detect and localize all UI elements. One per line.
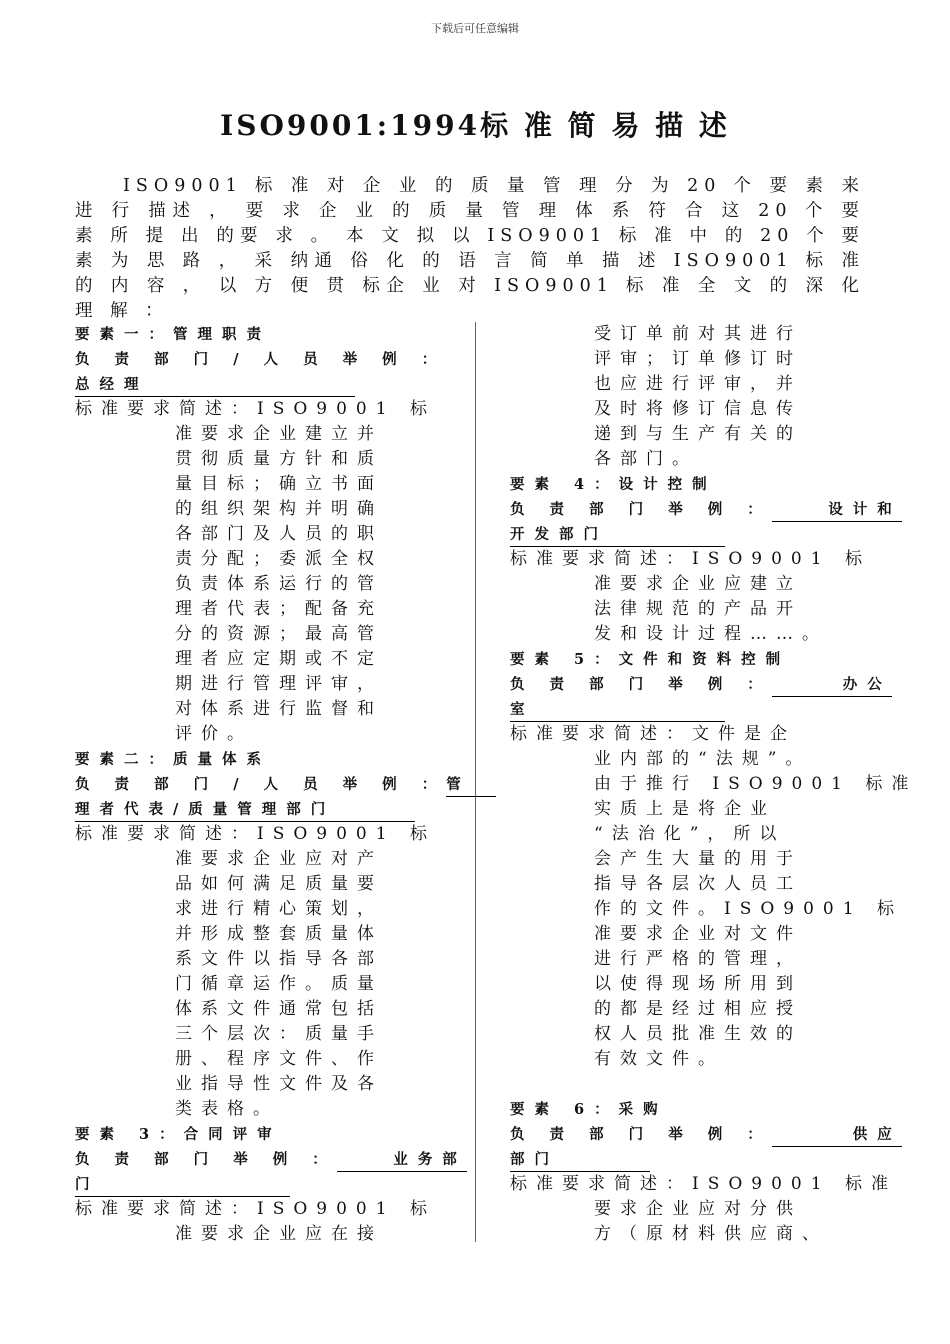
- req-line: 作的文件。ISO9001 标: [594, 899, 903, 919]
- req-line: 业指导性文件及各: [175, 1074, 383, 1094]
- element-6-dept-value-b: 部门: [510, 1149, 650, 1172]
- req-line: 要求企业应对分供: [594, 1199, 802, 1219]
- req-line: 贯彻质量方针和质: [175, 449, 383, 469]
- intro-line: 要 求 。 本 文 拟 以 ISO9001 标 准 中 的 20 个 要 素 为 思 路 ， 采 纳: [75, 226, 865, 271]
- element-3-dept-value-a: 业务部: [337, 1149, 467, 1172]
- element-5-dept-value-a: 办公: [772, 674, 892, 697]
- element-5-dept-value-b: 室: [510, 699, 725, 722]
- element-1-dept-value: 总经理: [75, 374, 355, 397]
- element-6-title-name: 采购: [618, 1101, 668, 1118]
- element-5-req-head: 标准要求简述：文件是企: [510, 724, 796, 744]
- element-5-title-num: 要素 5：: [510, 651, 619, 668]
- req-line: 系文件以指导各部: [175, 949, 383, 969]
- intro-paragraph: [75, 174, 865, 324]
- req-line: 的都是经过相应授: [594, 999, 802, 1019]
- req-line: 准要求企业应建立: [594, 574, 802, 594]
- element-4-title-num: 要素 4：: [510, 476, 619, 493]
- element-2-req-head: 标准要求简述：ISO9001 标: [75, 824, 436, 844]
- req-line: 品如何满足质量要: [175, 874, 383, 894]
- req-line: 体系文件通常包括: [175, 999, 383, 1019]
- element-4-title-name: 设计控制: [618, 476, 717, 493]
- req-line: 由于推行 ISO9001 标准: [594, 774, 918, 794]
- req-line: 分的资源；最高管: [175, 624, 383, 644]
- intro-line: 通 俗 化 的 语 言 简 单 描 述 ISO9001 标 准 的 内 容 ， 以 方 便 贯 标: [75, 251, 865, 296]
- req-line: 期进行管理评审，: [175, 674, 383, 694]
- element-6-title-num: 要素 6：: [510, 1101, 619, 1118]
- req-line: 及时将修订信息传: [594, 399, 802, 419]
- req-line: 各部门。: [594, 449, 698, 469]
- req-line: 负责体系运行的管: [175, 574, 383, 594]
- req-line: 理者代表；配备充: [175, 599, 383, 619]
- req-line: 进行严格的管理，: [594, 949, 802, 969]
- req-line: 册、程序文件、作: [175, 1049, 383, 1069]
- page-header: 下载后可任意编辑: [431, 22, 519, 35]
- req-line: 准要求企业建立并: [175, 424, 383, 444]
- element-2-dept-value-a: 管: [446, 774, 496, 797]
- req-line: “法治化”，所以: [594, 824, 786, 844]
- req-line: 也应进行评审，并: [594, 374, 802, 394]
- req-line: 各部门及人员的职: [175, 524, 383, 544]
- req-line: 门循章运作。质量: [175, 974, 383, 994]
- element-6-req-head: 标准要求简述：ISO9001 标准: [510, 1174, 897, 1194]
- req-line: 法律规范的产品开: [594, 599, 802, 619]
- req-line: 以使得现场所用到: [594, 974, 802, 994]
- req-line: 准要求企业对文件: [594, 924, 802, 944]
- element-6-dept-value-a: 供应: [772, 1124, 902, 1147]
- element-3-dept-label: 负 责 部 门 举 例 ：: [75, 1151, 337, 1168]
- req-line: 量目标；确立书面: [175, 474, 383, 494]
- req-line: 并形成整套质量体: [175, 924, 383, 944]
- element-5-dept-label: 负 责 部 门 举 例 ：: [510, 676, 772, 693]
- element-3-title-num: 要素 3：: [75, 1126, 184, 1143]
- req-line: 受订单前对其进行: [594, 324, 802, 344]
- element-1-req-head: 标准要求简述：ISO9001 标: [75, 399, 436, 419]
- right-column: [510, 322, 918, 1247]
- req-line: 业内部的“法规”。: [594, 749, 812, 769]
- element-2-dept-label: 负 责 部 门 / 人 员 举 例 ：: [75, 776, 447, 793]
- element-3-dept-value-b: 门: [75, 1174, 290, 1197]
- intro-line: 述 ， 要 求 企 业 的 质 量 管 理 体 系 符 合 这 20 个 要 素 所 提 出 的: [75, 201, 865, 246]
- req-line: 对体系进行监督和: [175, 699, 383, 719]
- intro-line: ISO9001 标 准 对 企 业 的 质 量 管 理 分 为 20 个 要 素 来 进 行 描: [75, 176, 865, 221]
- req-line: 理者应定期或不定: [175, 649, 383, 669]
- element-5-title-name: 文件和资料控制: [618, 651, 791, 668]
- document-title: ISO9001:1994标 准 简 易 描 述: [220, 109, 730, 142]
- req-line: 方（原材料供应商、: [594, 1224, 828, 1244]
- req-line: 准要求企业应对产: [175, 849, 383, 869]
- element-2-dept-value-b: 理者代表/质量管理部门: [75, 799, 415, 822]
- element-4-dept-value-a: 设计和: [772, 499, 902, 522]
- left-column: [75, 322, 471, 1247]
- req-line: 评审；订单修订时: [594, 349, 802, 369]
- req-line: 三个层次：质量手: [175, 1024, 383, 1044]
- req-line: 发和设计过程……。: [594, 624, 828, 644]
- element-4-dept-value-b: 开发部门: [510, 524, 725, 547]
- element-1-title: 要素一：管理职责: [75, 326, 271, 343]
- req-line: 评价。: [175, 724, 253, 744]
- req-line: 求进行精心策划，: [175, 899, 383, 919]
- element-3-req-head: 标准要求简述：ISO9001 标: [75, 1199, 436, 1219]
- element-6-dept-label: 负 责 部 门 举 例 ：: [510, 1126, 772, 1143]
- intro-line: 企 业 对 ISO9001 标 准 全 文 的 深 化 理 解 ：: [75, 276, 865, 321]
- element-3-title-name: 合同评审: [183, 1126, 282, 1143]
- element-4-dept-label: 负 责 部 门 举 例 ：: [510, 501, 772, 518]
- req-line: 准要求企业应在接: [175, 1224, 383, 1244]
- element-1-dept-label: 负 责 部 门 / 人 员 举 例 ：: [75, 351, 447, 368]
- req-line: 指导各层次人员工: [594, 874, 802, 894]
- req-line: 递到与生产有关的: [594, 424, 802, 444]
- req-line: 会产生大量的用于: [594, 849, 802, 869]
- element-4-req-head: 标准要求简述：ISO9001 标: [510, 549, 871, 569]
- req-line: 权人员批准生效的: [594, 1024, 802, 1044]
- req-line: 实质上是将企业: [594, 799, 776, 819]
- element-2-title: 要素二：质量体系: [75, 751, 271, 768]
- req-line: 有效文件。: [594, 1049, 724, 1069]
- req-line: 的组织架构并明确: [175, 499, 383, 519]
- req-line: 类表格。: [175, 1099, 279, 1119]
- req-line: 责分配；委派全权: [175, 549, 383, 569]
